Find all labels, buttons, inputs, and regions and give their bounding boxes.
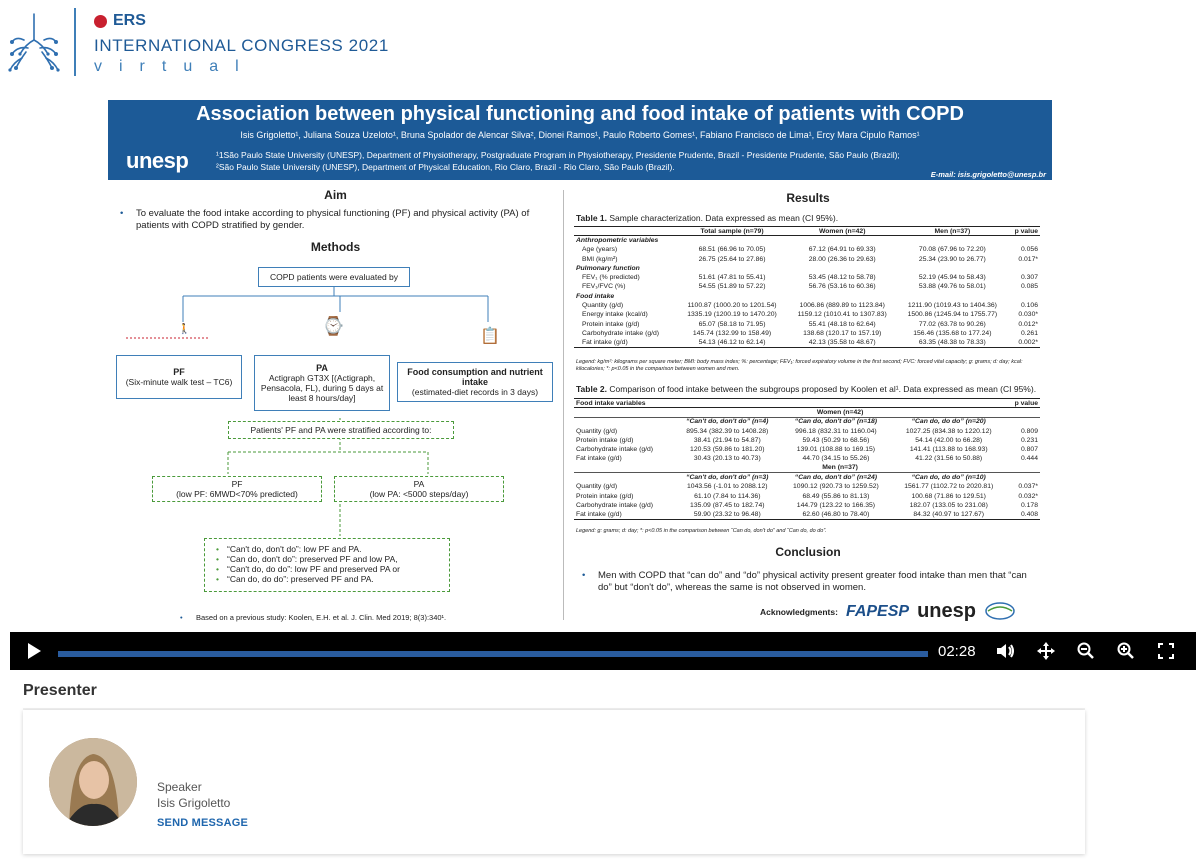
table2-subgroup-row	[574, 417, 1040, 426]
time-display: 02:28	[938, 643, 976, 660]
table-cell: 0.032*	[1018, 492, 1038, 500]
table-cell: 0.037*	[1018, 483, 1038, 491]
table2-subgroup-label: “Can do, do do” (n=10)	[911, 474, 986, 482]
table-cell: 1043.56 (-1.01 to 2088.12)	[687, 483, 768, 491]
table-row	[574, 310, 1040, 319]
table1-group-label: Pulmonary function	[576, 264, 640, 272]
zoom-out-icon	[1077, 642, 1095, 660]
walk-person-icon: 🚶	[178, 324, 191, 335]
table-cell	[574, 473, 674, 482]
flow-copd-box	[258, 267, 410, 287]
table-cell: 63.35 (48.38 to 78.33)	[897, 338, 1007, 347]
table-cell: 0.030*	[1018, 311, 1038, 319]
table-cell: FEV₁ (% predicted)	[582, 274, 640, 282]
flow-group-item: • “Can do, do do”: preserved PF and PA.	[227, 574, 443, 584]
table-row	[574, 482, 1040, 491]
table-row	[574, 445, 1040, 454]
table-cell: 0.444	[1020, 455, 1038, 463]
table2-subgroup-label: “Can do, don't do” (n=18)	[794, 418, 878, 426]
table1-header-cell	[574, 227, 677, 236]
table-cell: 1027.25 (834.38 to 1220.12)	[905, 427, 992, 435]
ack-label: Acknowledgments:	[760, 606, 838, 617]
table-cell: Quantity (g/d)	[576, 483, 618, 491]
flow-pf2-box	[152, 476, 322, 502]
table-cell: 1500.86 (1245.94 to 1755.77)	[907, 311, 998, 319]
avatar	[49, 738, 137, 826]
table-cell: 42.13 (35.58 to 48.67)	[787, 338, 897, 347]
table2-header-left: Food intake variables	[574, 399, 674, 408]
table-cell: 0.012*	[1018, 320, 1038, 328]
table-cell: 25.34 (23.90 to 26.77)	[918, 255, 986, 263]
presenter-role: Speaker	[157, 780, 202, 794]
table-cell: 54.14 (42.00 to 66.28)	[915, 436, 983, 444]
table2-section-label: Men (n=37)	[674, 464, 1006, 473]
table-cell: 68.49 (55.86 to 81.13)	[802, 492, 870, 500]
based-on-text: • Based on a previous study: Koolen, E.H. et al. J. Clin. Med 2019; 8(3):340¹.	[196, 612, 556, 624]
flow-group-item: • “Can't do, don't do”: low PF and PA.	[227, 544, 443, 554]
table-cell: 0.408	[1006, 510, 1040, 519]
table-cell: 139.01 (108.88 to 169.15)	[796, 446, 876, 454]
table-cell: 0.809	[1020, 427, 1038, 435]
table1-header-cell: Total sample (n=79)	[677, 227, 787, 236]
table-cell: Age (years)	[582, 246, 618, 254]
results-title: Results	[786, 191, 830, 205]
table-cell: 1561.77 (1102.72 to 2020.81)	[904, 483, 994, 491]
flow-groups-list	[204, 538, 450, 592]
flow-food-title: Food consumption and nutrient intake	[407, 367, 543, 387]
flow-food-box	[397, 362, 553, 402]
table1-group-label: Anthropometric variables	[576, 237, 659, 245]
table-cell: 996.18 (832.31 to 1160.04)	[795, 427, 877, 435]
table-cell: 0.231	[1020, 436, 1038, 444]
table-cell: 30.43 (20.13 to 40.73)	[693, 455, 761, 463]
flow-food-text: (estimated-diet records in 3 days)	[411, 387, 539, 397]
table-cell: Energy intake (kcal/d)	[582, 311, 648, 319]
zoom-in-button[interactable]	[1112, 632, 1140, 670]
flow-pa2-title: PA	[413, 479, 425, 489]
lung-logo-icon	[6, 10, 62, 76]
affiliation-1: ¹1São Paulo State University (UNESP), Department of Physiotherapy, Postgraduate Program in Physiotherapy, Presidente Prudente, Brazil - Presidente Prudente, São Paulo (Brazil);	[216, 150, 900, 160]
table-cell: 1159.12 (1010.41 to 1307.83)	[797, 311, 887, 319]
table2-subgroup-label: “Can do, don't do” (n=24)	[794, 474, 878, 482]
poster-title: Association between physical functioning and food intake of patients with COPD	[196, 103, 964, 125]
table-cell	[1006, 473, 1040, 482]
table-cell: 156.46 (135.68 to 177.24)	[913, 329, 992, 337]
flow-pa2-box	[334, 476, 504, 502]
poster-header	[108, 100, 1052, 180]
ers-dot-icon	[94, 15, 107, 28]
progress-fill	[58, 651, 928, 657]
ers-brand	[94, 12, 146, 30]
flow-pf-title: PF	[173, 367, 185, 377]
table2-caption-text: Comparison of food intake between the subgroups proposed by Koolen et al¹. Data expressed as mean (CI 95%).	[607, 384, 1037, 394]
flow-stratified-box: Patients' PF and PA were stratified according to:	[228, 421, 454, 439]
table-row	[574, 491, 1040, 500]
flow-pa-title: PA	[316, 363, 328, 373]
table-row	[574, 282, 1040, 291]
table-row	[574, 426, 1040, 435]
table-row	[574, 254, 1040, 263]
table-cell: Carbohydrate intake (g/d)	[582, 329, 660, 337]
table-cell: 135.09 (87.45 to 182.74)	[690, 501, 765, 509]
table1-header-cell: Women (n=42)	[787, 227, 897, 236]
table-cell: Protein intake (g/d)	[576, 492, 634, 500]
video-controls	[10, 632, 1196, 670]
table-cell: Fat intake (g/d)	[576, 455, 622, 463]
table-cell: 0.307	[1020, 274, 1038, 282]
table-row	[574, 245, 1040, 254]
flow-pf2-text: (low PF: 6MWD<70% predicted)	[176, 489, 298, 499]
table-cell: 62.60 (46.80 to 78.40)	[781, 510, 892, 519]
table-cell: 0.056	[1020, 246, 1038, 254]
table-row	[574, 301, 1040, 310]
table-cell: 1335.19 (1200.19 to 1470.20)	[687, 311, 777, 319]
move-icon	[1037, 642, 1055, 660]
poster-authors: Isis Grigoletto¹, Juliana Souza Uzeloto¹, Bruna Spolador de Alencar Silva², Dionei Ramos¹, Paulo Roberto Gomes¹, Fabiano Francisco de Lima¹, Ercy Mara Cipulo Ramos¹	[240, 130, 920, 140]
table-row	[574, 510, 1040, 519]
aim-title: Aim	[324, 188, 347, 202]
table-row	[574, 338, 1040, 347]
table-cell: 0.807	[1020, 446, 1038, 454]
table-cell: 70.08 (67.96 to 72.20)	[918, 246, 986, 254]
table1-group-row	[574, 292, 1040, 301]
poster-video-frame[interactable]	[108, 100, 1052, 626]
table-cell: 61.10 (7.84 to 114.36)	[694, 492, 761, 500]
flow-pa2-text: (low PA: <5000 steps/day)	[369, 489, 469, 499]
volume-button[interactable]	[992, 632, 1020, 670]
table-cell	[1006, 464, 1040, 473]
table-cell: 1006.86 (889.89 to 1123.84)	[799, 302, 885, 310]
flow-group-item: • “Can't do, do do”: low PF and preserved PA or	[227, 564, 443, 574]
table-cell: 65.07 (58.18 to 71.95)	[698, 320, 766, 328]
table-cell: 0.178	[1020, 501, 1038, 509]
table1-header-cell: p value	[1008, 227, 1040, 236]
affiliation-2: ²São Paulo State University (UNESP), Department of Physical Education, Rio Claro, Brazil - Rio Claro, São Paulo (Brazil).	[216, 162, 675, 172]
table-cell: 0.085	[1020, 283, 1038, 291]
table2-caption-bold: Table 2.	[576, 384, 608, 394]
table-cell: 1090.12 (920.73 to 1259.52)	[793, 483, 879, 491]
table-cell: 144.79 (123.22 to 166.35)	[796, 501, 876, 509]
play-icon	[25, 642, 43, 660]
table1-caption-text: Sample characterization. Data expressed as mean (CI 95%).	[607, 213, 839, 223]
table2-legend: Legend: g: grams; d: day; *: p<0.05 in the comparison between “Can do, don't do” and “Can do, do do”.	[576, 528, 827, 534]
clipboard-icon: 📋	[480, 328, 500, 345]
table1-legend: Legend: kg/m²: kilograms per square meter; BMI: body mass index; %: percentage; FEV₁: forced expiratory volume in the first second; FVC: forced vital capacity; g: grams; d: day; kcal: kilocalories; *: p<0.05 in the comparison between women and men.	[576, 359, 1023, 372]
poster-email: E-mail: isis.grigoletto@unesp.br	[930, 170, 1046, 179]
table-cell: 1211.90 (1019.43 to 1404.36)	[907, 302, 997, 310]
table-cell: 68.51 (66.96 to 70.05)	[698, 246, 766, 254]
table-cell: 84.32 (40.97 to 127.67)	[891, 510, 1006, 519]
table-cell: Fat intake (g/d)	[574, 510, 674, 519]
table1-group-label: Food intake	[576, 292, 615, 300]
table-cell: 182.07 (133.05 to 231.08)	[909, 501, 988, 509]
table-cell: Protein intake (g/d)	[582, 320, 640, 328]
table-cell: 0.002*	[1008, 338, 1040, 347]
actigraph-device-icon: ⌚	[322, 316, 345, 336]
table1-header-cell: Men (n=37)	[897, 227, 1007, 236]
table-cell: 54.13 (46.12 to 62.14)	[677, 338, 787, 347]
table-cell: 120.53 (59.86 to 181.20)	[690, 446, 765, 454]
table-cell: 41.22 (31.56 to 50.88)	[915, 455, 983, 463]
table-cell: 77.02 (63.78 to 90.26)	[918, 320, 986, 328]
table-cell	[574, 464, 674, 473]
congress-mode: virtual	[94, 58, 256, 75]
unesp-ack-logo: unesp	[917, 600, 976, 622]
progress-bar[interactable]	[58, 651, 928, 657]
table-cell: 38.41 (21.94 to 54.87)	[693, 436, 761, 444]
table-cell	[1006, 417, 1040, 426]
table-cell: 141.41 (113.88 to 168.93)	[909, 446, 988, 454]
table-cell: 52.19 (45.94 to 58.43)	[918, 274, 986, 282]
table-cell: 56.76 (53.16 to 60.36)	[808, 283, 876, 291]
flow-group-item: • “Can do, don't do”: preserved PF and low PA,	[227, 554, 443, 564]
table-cell: 67.12 (64.91 to 69.33)	[808, 246, 876, 254]
flow-pa-box	[254, 355, 390, 411]
table1-caption	[576, 213, 838, 223]
table2-section-row	[574, 464, 1040, 473]
table-cell: 44.70 (34.15 to 55.26)	[802, 455, 870, 463]
congress-title: INTERNATIONAL CONGRESS 2021	[94, 36, 389, 55]
table-row	[574, 329, 1040, 338]
zoom-in-icon	[1117, 642, 1135, 660]
table-cell: BMI (kg/m²)	[582, 255, 618, 263]
table-cell	[1006, 408, 1040, 417]
move-button[interactable]	[1032, 632, 1060, 670]
capes-logo-icon	[984, 601, 1016, 623]
fapesp-logo: FAPESP	[845, 602, 910, 620]
table-cell	[574, 408, 674, 417]
table-cell: Protein intake (g/d)	[576, 436, 634, 444]
table-cell: Carbohydrate intake (g/d)	[576, 446, 654, 454]
flow-copd-text: COPD patients were evaluated by	[269, 272, 399, 282]
flow-pf-box	[116, 355, 242, 399]
table2-subgroup-label: “Can do, do do” (n=20)	[911, 418, 986, 426]
conclusion-title: Conclusion	[775, 545, 841, 559]
flow-pf-text: (Six-minute walk test – TC6)	[125, 377, 233, 387]
presenter-name: Isis Grigoletto	[157, 796, 231, 810]
acknowledgments	[760, 600, 1016, 623]
flow-pf2-title: PF	[231, 479, 243, 489]
zoom-out-button[interactable]	[1072, 632, 1100, 670]
table-cell: 54.55 (51.89 to 57.22)	[698, 283, 766, 291]
header-divider	[74, 8, 76, 76]
aim-text: • To evaluate the food intake according to physical functioning (PF) and physical activity (PA) of patients with COPD stratified by gender.	[136, 208, 548, 232]
table-cell: 0.261	[1020, 329, 1038, 337]
table-cell: Quantity (g/d)	[582, 302, 624, 310]
table2-caption	[576, 384, 1036, 394]
play-button[interactable]	[20, 632, 48, 670]
fullscreen-icon	[1158, 643, 1174, 659]
table2-header-right: p value	[1006, 399, 1040, 408]
table1	[574, 226, 1040, 348]
table-cell: Carbohydrate intake (g/d)	[576, 501, 654, 509]
table-row	[574, 273, 1040, 282]
table-cell: 55.41 (48.18 to 62.64)	[808, 320, 876, 328]
presenter-card	[23, 710, 1085, 854]
ers-label: ERS	[113, 12, 146, 29]
table2-subgroup-row	[574, 473, 1040, 482]
table1-group-row	[574, 264, 1040, 273]
table2-section-label: Women (n=42)	[674, 408, 1006, 417]
table-cell: 100.68 (71.86 to 129.51)	[911, 492, 986, 500]
table-cell: 0.106	[1020, 302, 1038, 310]
presenter-section-title: Presenter	[23, 682, 97, 699]
table-cell: 145.74 (132.99 to 158.49)	[692, 329, 772, 337]
site-header	[0, 0, 1200, 88]
table-cell: 0.017*	[1018, 255, 1038, 263]
table-row	[574, 319, 1040, 328]
table2	[574, 398, 1040, 520]
table-cell: 59.43 (50.29 to 68.56)	[802, 436, 870, 444]
table-row	[574, 454, 1040, 463]
avatar-photo	[49, 738, 137, 826]
table-cell: Fat intake (g/d)	[574, 338, 677, 347]
send-message-button[interactable]: SEND MESSAGE	[157, 817, 249, 829]
table-cell: 51.61 (47.81 to 55.41)	[698, 274, 766, 282]
table2-section-row	[574, 408, 1040, 417]
table-cell: 1100.87 (1000.20 to 1201.54)	[687, 302, 777, 310]
unesp-logo: unesp	[126, 148, 189, 173]
table-row	[574, 501, 1040, 510]
volume-icon	[996, 642, 1016, 660]
table-cell: 26.75 (25.64 to 27.86)	[698, 255, 766, 263]
table-cell: 53.45 (48.12 to 58.78)	[808, 274, 876, 282]
table-cell: 895.34 (382.39 to 1408.28)	[686, 427, 769, 435]
table2-subgroup-label: “Can't do, don't do” (n=3)	[686, 474, 769, 482]
table-cell	[574, 417, 674, 426]
table-cell: 138.68 (120.17 to 157.19)	[803, 329, 882, 337]
table1-caption-bold: Table 1.	[576, 213, 608, 223]
table-cell: 28.00 (26.36 to 29.63)	[808, 255, 876, 263]
flow-pa-text: Actigraph GT3X [(Actigraph, Pensacola, FL), during 5 days at least 8 hours/day]	[260, 373, 384, 403]
table-cell: FEV₁/FVC (%)	[582, 283, 626, 291]
table1-group-row	[574, 236, 1040, 245]
table-row	[574, 436, 1040, 445]
table2-subgroup-label: “Can't do, don't do” (n=4)	[686, 418, 769, 426]
fullscreen-button[interactable]	[1152, 632, 1180, 670]
table-cell: 53.88 (49.76 to 58.01)	[918, 283, 986, 291]
conclusion-text: • Men with COPD that “can do” and “do” physical activity present greater food intake than men that “can do” but “don't do”, whereas the same is not observed in women.	[598, 570, 1038, 594]
table-cell: 59.90 (23.32 to 96.48)	[674, 510, 781, 519]
methods-title: Methods	[310, 240, 361, 254]
table-cell: Quantity (g/d)	[576, 427, 618, 435]
